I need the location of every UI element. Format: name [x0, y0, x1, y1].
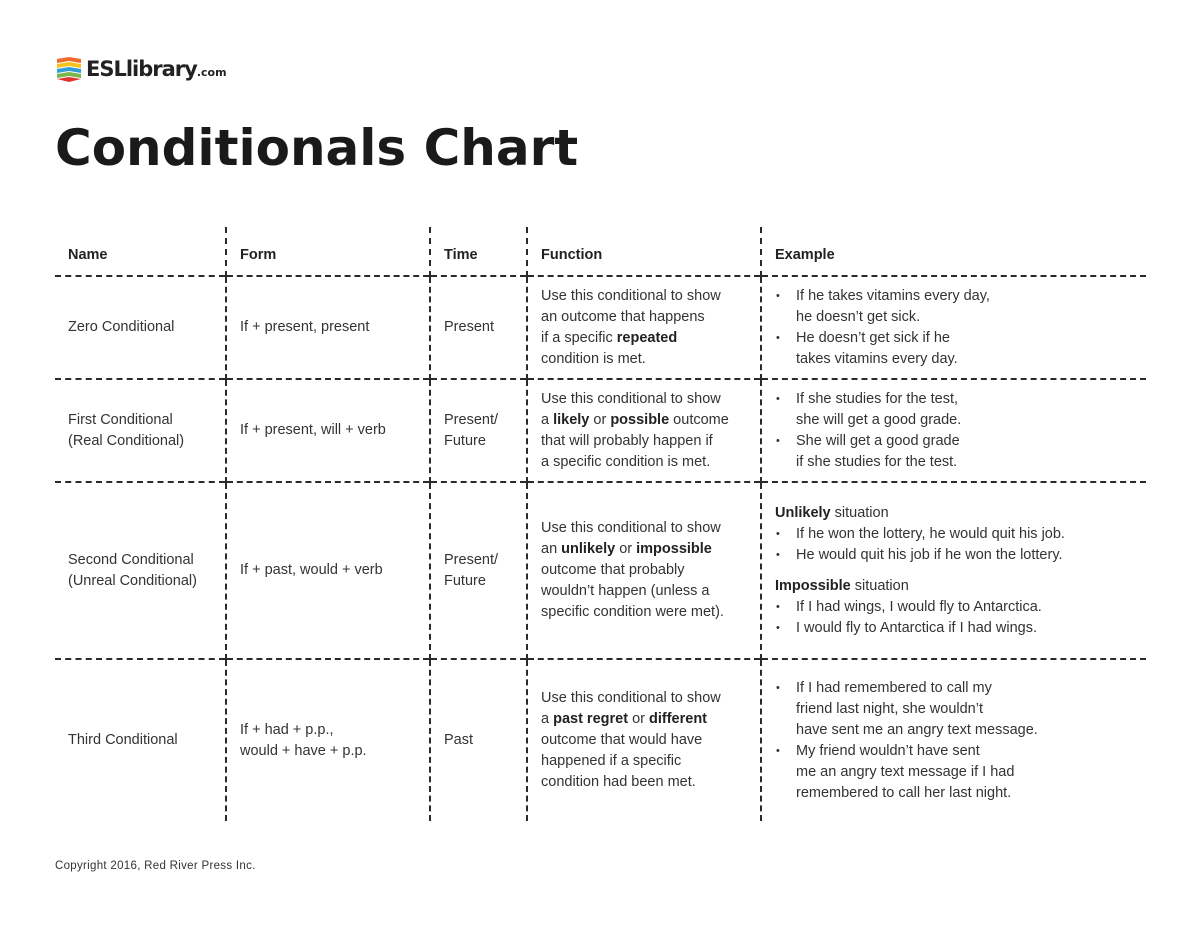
cell-time: Present/ Future: [430, 379, 527, 482]
table-row: [55, 276, 1146, 379]
copyright-footer: Copyright 2016, Red River Press Inc.: [55, 860, 256, 872]
list-item: • If he takes vitamins every day, he doesn’t get sick.: [775, 286, 1146, 328]
cell-example: [761, 379, 1146, 482]
cell-example: [761, 276, 1146, 379]
list-item: • She will get a good grade if she studies for the test.: [775, 431, 1146, 473]
cell-form: If + past, would + verb: [226, 482, 430, 659]
cell-name: First Conditional (Real Conditional): [55, 379, 226, 482]
cell-function: Use this conditional to show an unlikely or impossible outcome that probably wouldn’t happen (unless a specific condition were met).: [527, 482, 761, 659]
cell-time: Present/ Future: [430, 482, 527, 659]
cell-form: If + present, present: [226, 276, 430, 379]
table-header-row: [55, 227, 1146, 276]
cell-form: If + had + p.p., would + have + p.p.: [226, 659, 430, 821]
list-item: • I would fly to Antarctica if I had wings.: [775, 618, 1146, 639]
situation-heading: Impossible situation: [775, 577, 909, 594]
cell-time: Past: [430, 659, 527, 821]
header-name: Name: [68, 247, 108, 263]
brand-wordmark: ESLlibrary.com: [86, 56, 227, 81]
cell-form: If + present, will + verb: [226, 379, 430, 482]
cell-name: Second Conditional (Unreal Conditional): [55, 482, 226, 659]
book-stack-icon: [55, 55, 83, 83]
header-form: Form: [226, 227, 430, 276]
list-item: • My friend wouldn’t have sent me an angry text message if I had remembered to call her last night.: [775, 741, 1146, 804]
list-item: • He doesn’t get sick if he takes vitamins every day.: [775, 328, 1146, 370]
list-item: • He would quit his job if he won the lottery.: [775, 545, 1146, 566]
conditionals-table: [55, 227, 1146, 821]
header-function: Function: [527, 227, 761, 276]
cell-name: Zero Conditional: [55, 276, 226, 379]
situation-heading: Unlikely situation: [775, 504, 889, 521]
list-item: • If I had remembered to call my friend last night, she wouldn’t have sent me an angry text message.: [775, 678, 1146, 741]
list-item: • If he won the lottery, he would quit his job.: [775, 524, 1146, 545]
list-item: • If she studies for the test, she will get a good grade.: [775, 389, 1146, 431]
table-row: [55, 659, 1146, 821]
brand-logo: [55, 54, 227, 84]
cell-function: Use this conditional to show a past regret or different outcome that would have happened if a specific condition had been met.: [527, 659, 761, 821]
cell-name: Third Conditional: [55, 659, 226, 821]
cell-function: Use this conditional to show an outcome that happens if a specific repeated condition is met.: [527, 276, 761, 379]
header-time: Time: [430, 227, 527, 276]
cell-function: Use this conditional to show a likely or possible outcome that will probably happen if a specific condition is met.: [527, 379, 761, 482]
header-example: Example: [761, 227, 1146, 276]
cell-time: Present: [430, 276, 527, 379]
table-row: [55, 482, 1146, 659]
page-title: Conditionals Chart: [55, 119, 579, 177]
cell-example: [761, 659, 1146, 821]
cell-example: [761, 482, 1146, 659]
list-item: • If I had wings, I would fly to Antarctica.: [775, 597, 1146, 618]
table-row: [55, 379, 1146, 482]
